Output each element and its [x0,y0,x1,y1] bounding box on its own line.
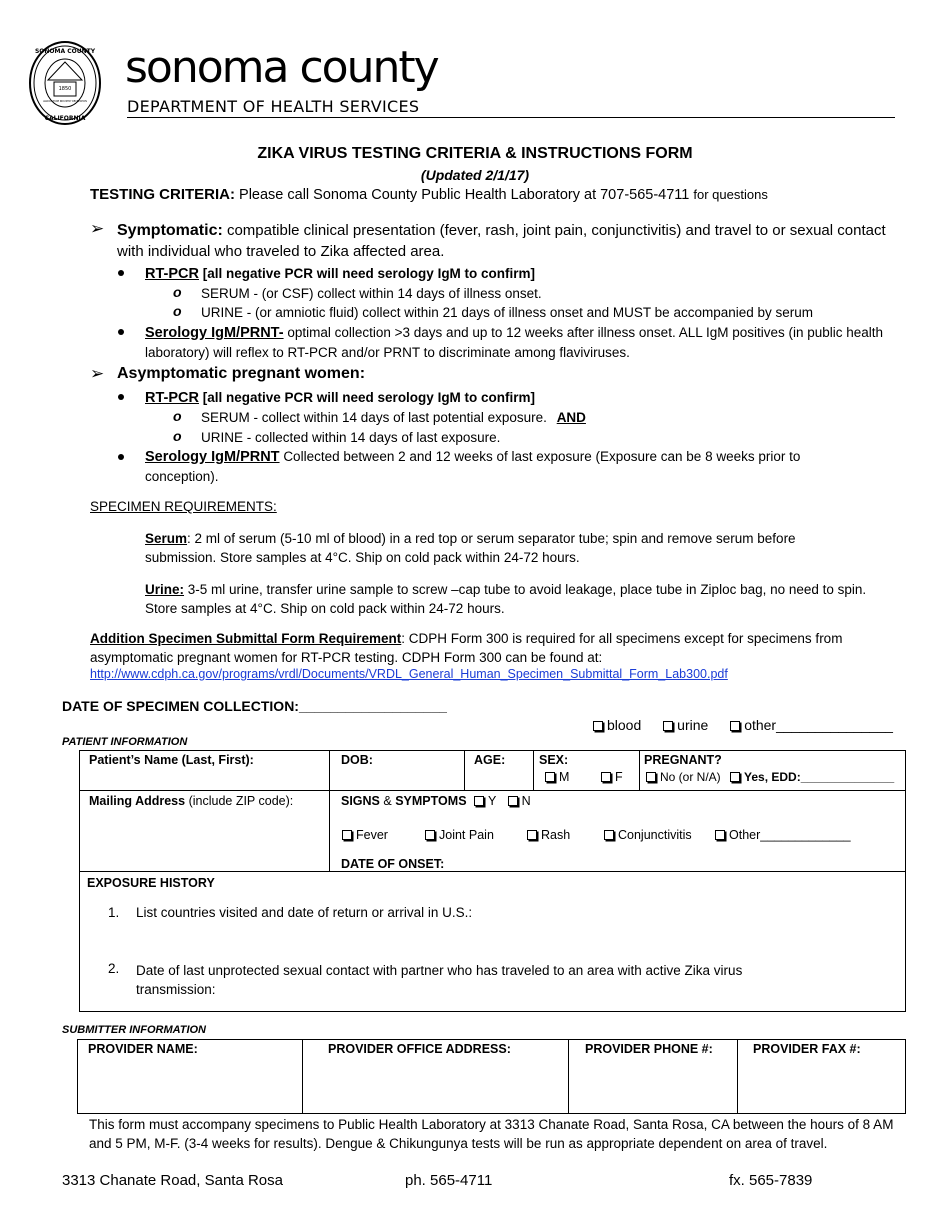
symptom-other-option [715,828,851,842]
signs-y-label: Y [488,794,497,808]
footer-fax: fx. 565-7839 [729,1172,813,1189]
rash-checkbox[interactable] [527,830,537,840]
footer-address: 3313 Chanate Road, Santa Rosa [62,1172,283,1189]
criteria-text: Please call Sonoma County Public Health Laboratory at 707-565-4711 [239,187,690,203]
specimen-heading: SPECIMEN REQUIREMENTS: [90,499,277,514]
address-note: (include ZIP code): [188,794,294,808]
fever-checkbox[interactable] [342,830,352,840]
signs-label: SIGNS [341,794,380,808]
conjunctivitis-label: Conjunctivitis [618,828,692,842]
asymp-urine: URINE - collected within 14 days of last exposure. [201,430,501,445]
other-checkbox[interactable] [730,721,740,731]
table-divider [737,1039,738,1114]
preg-yes-checkbox[interactable] [730,772,740,782]
asymp-serum-text: SERUM - collect within 14 days of last potential exposure. [201,410,547,425]
asymp-serology-label: Serology IgM/PRNT [145,449,280,465]
rash-option [527,828,570,842]
specimen-type-options [593,717,893,733]
urine-requirement [145,580,870,618]
other-label: other_______________ [744,717,893,733]
table-divider [329,750,330,872]
conjunctivitis-checkbox[interactable] [604,830,614,840]
serum-label: Serum [145,531,188,546]
serum-requirement [145,529,870,567]
county-seal [28,40,102,126]
joint-pain-label: Joint Pain [439,828,494,842]
sex-label: SEX: [539,753,569,767]
symptomatic-text: compatible clinical presentation (fever, rash, joint pain, conjunctivitis) and travel to or sexual contact with individual who traveled to Zika affected area. [117,222,886,260]
addition-label: Addition Specimen Submittal Form Requirement [90,631,402,646]
asymp-serology-text: Collected between 2 and 12 weeks of last exposure (Exposure can be 8 weeks prior to conception). [145,449,801,484]
sex-f-checkbox[interactable] [601,772,611,782]
sex-f-label: F [615,770,623,784]
symptom-other-label: Other_____________ [729,828,851,842]
circle-bullet-icon: o [173,408,182,424]
footer-phone: ph. 565-4711 [405,1172,493,1189]
urine-text: 3-5 ml urine, transfer urine sample to screw –cap tube to avoid leakage, place tube in Ziploc bag, no need to spin. Store samples at 4°C. Ship on cold pack within 24-72 hours. [145,582,867,616]
symptomatic-serum: SERUM - (or CSF) collect within 14 days of illness onset. [201,286,542,301]
provider-fax-label: PROVIDER FAX #: [753,1042,861,1056]
circle-bullet-icon: o [173,428,182,444]
table-divider [639,750,640,791]
provider-name-label: PROVIDER NAME: [88,1042,198,1056]
table-divider [302,1039,303,1114]
cdph-form-link[interactable]: http://www.cdph.ca.gov/programs/vrdl/Documents/VRDL_General_Human_Specimen_Submittal_Form_Lab300.pdf [90,667,728,681]
age-label: AGE: [474,753,506,767]
table-divider [79,871,906,872]
arrow-bullet-icon: ➢ [90,364,105,383]
sex-m-label: M [559,770,570,784]
address-label: Mailing Address [89,794,186,808]
sex-m-checkbox[interactable] [545,772,555,782]
testing-criteria [90,186,768,203]
joint-pain-checkbox[interactable] [425,830,435,840]
symptomatic-urine: URINE - (or amniotic fluid) collect within 21 days of illness onset and MUST be accompanied by serum [201,305,814,320]
exposure-item1: List countries visited and date of return or arrival in U.S.: [136,905,473,920]
dob-label: DOB: [341,753,373,767]
criteria-label: TESTING CRITERIA: [90,186,235,203]
rtpcr-item [145,264,535,284]
bullet-icon [118,394,124,400]
addition-requirement [90,629,860,667]
asymptomatic-label: Asymptomatic pregnant women: [117,365,366,382]
symptom-other-checkbox[interactable] [715,830,725,840]
bullet-icon [118,270,124,276]
mailing-address-label [89,794,293,808]
urine-checkbox[interactable] [663,721,673,731]
table-divider [568,1039,569,1114]
bullet-icon [118,329,124,335]
asymp-serum [201,408,586,427]
serology-item [145,323,895,362]
asymp-rtpcr-note: [all negative PCR will need serology IgM to confirm] [202,390,536,405]
form-title: ZIKA VIRUS TESTING CRITERIA & INSTRUCTIONS FORM [257,145,693,162]
signs-symptoms-row [341,794,531,808]
table-divider [79,790,906,791]
conjunctivitis-option [604,828,692,842]
asymp-serum-and: AND [556,410,586,425]
preg-no-label: No (or N/A) [660,770,721,784]
urine-label: urine [677,717,709,733]
provider-phone-label: PROVIDER PHONE #: [585,1042,713,1056]
signs-n-label: N [521,794,531,808]
signs-amp: & [383,794,392,808]
symptomatic-criteria [117,220,902,262]
exposure-item1-num: 1. [108,905,120,920]
onset-date-label: DATE OF ONSET: [341,857,445,871]
pregnant-label: PREGNANT? [644,753,722,767]
table-divider [533,750,534,791]
symptoms-label: SYMPTOMS [395,794,467,808]
asymp-serology-item [145,447,845,486]
table-divider [464,750,465,791]
exposure-heading: EXPOSURE HISTORY [87,876,215,890]
header-rule [127,117,895,118]
logo-wordmark: sonoma county [125,42,438,93]
seal-year-text: 1850 [58,86,72,92]
seal-mid-text: AGRICULTURE INDUSTRY RECREATION [43,100,87,103]
sex-f-option [601,770,623,784]
blood-checkbox[interactable] [593,721,603,731]
bullet-icon [118,454,124,460]
rtpcr-label: RT-PCR [145,266,199,282]
exposure-item2: Date of last unprotected sexual contact with partner who has traveled to an area with active Zika virus transmission: [136,963,743,997]
department-name: DEPARTMENT OF HEALTH SERVICES [127,97,420,116]
form-updated: (Updated 2/1/17) [420,167,530,183]
provider-address-label: PROVIDER OFFICE ADDRESS: [328,1042,511,1056]
exposure-item2-num: 2. [108,961,120,976]
arrow-bullet-icon: ➢ [90,219,105,238]
signs-n-checkbox[interactable] [508,796,518,806]
preg-yes-label: Yes, EDD:______________ [744,770,895,784]
sex-m-option [545,770,569,784]
collection-date-label: DATE OF SPECIMEN COLLECTION:___________________ [62,698,447,714]
rtpcr-note: [all negative PCR will need serology IgM to confirm] [202,266,536,281]
symptomatic-label: Symptomatic: [117,222,223,239]
criteria-small: for questions [693,187,768,202]
addition-text: : CDPH Form 300 is required for all specimens except for specimens from asymptomatic pregnant women for RT-PCR testing. CDPH Form 300 can be found at: [90,631,843,665]
pregnant-options [646,770,894,784]
seal-bottom-text: CALIFORNIA [44,115,86,122]
patient-name-label: Patient’s Name (Last, First): [89,753,254,767]
asymp-rtpcr-label: RT-PCR [145,390,199,406]
asymp-rtpcr-item [145,388,535,408]
serology-text: optimal collection >3 days and up to 12 weeks after illness onset. ALL IgM positives (in public health laboratory) will reflex to RT-PCR and/or PRNT to discriminate among flaviviruses. [145,325,884,360]
signs-y-checkbox[interactable] [474,796,484,806]
rash-label: Rash [541,828,571,842]
submission-note: This form must accompany specimens to Public Health Laboratory at 3313 Chanate Road, Santa Rosa, CA between the hours of 8 AM and 5 PM, M-F. (3-4 weeks for results). Dengue & Chikungunya tests will be run as appropriate dependent on area of travel. [89,1117,894,1151]
circle-bullet-icon: o [173,303,182,319]
seal-top-text: SONOMA COUNTY [34,48,96,55]
urine-label: Urine: [145,582,185,597]
submitter-section-label: SUBMITTER INFORMATION [62,1024,207,1036]
serum-text: : 2 ml of serum (5-10 ml of blood) in a red top or serum separator tube; spin and remove serum before submission. Store samples at 4°C. Ship on cold pack within 24-72 hours. [145,531,796,565]
joint-pain-option [425,828,494,842]
patient-section-label: PATIENT INFORMATION [62,736,188,748]
preg-no-checkbox[interactable] [646,772,656,782]
blood-label: blood [607,717,642,733]
serology-label: Serology IgM/PRNT- [145,325,284,341]
circle-bullet-icon: o [173,284,182,300]
fever-label: Fever [356,828,388,842]
fever-option [342,828,388,842]
